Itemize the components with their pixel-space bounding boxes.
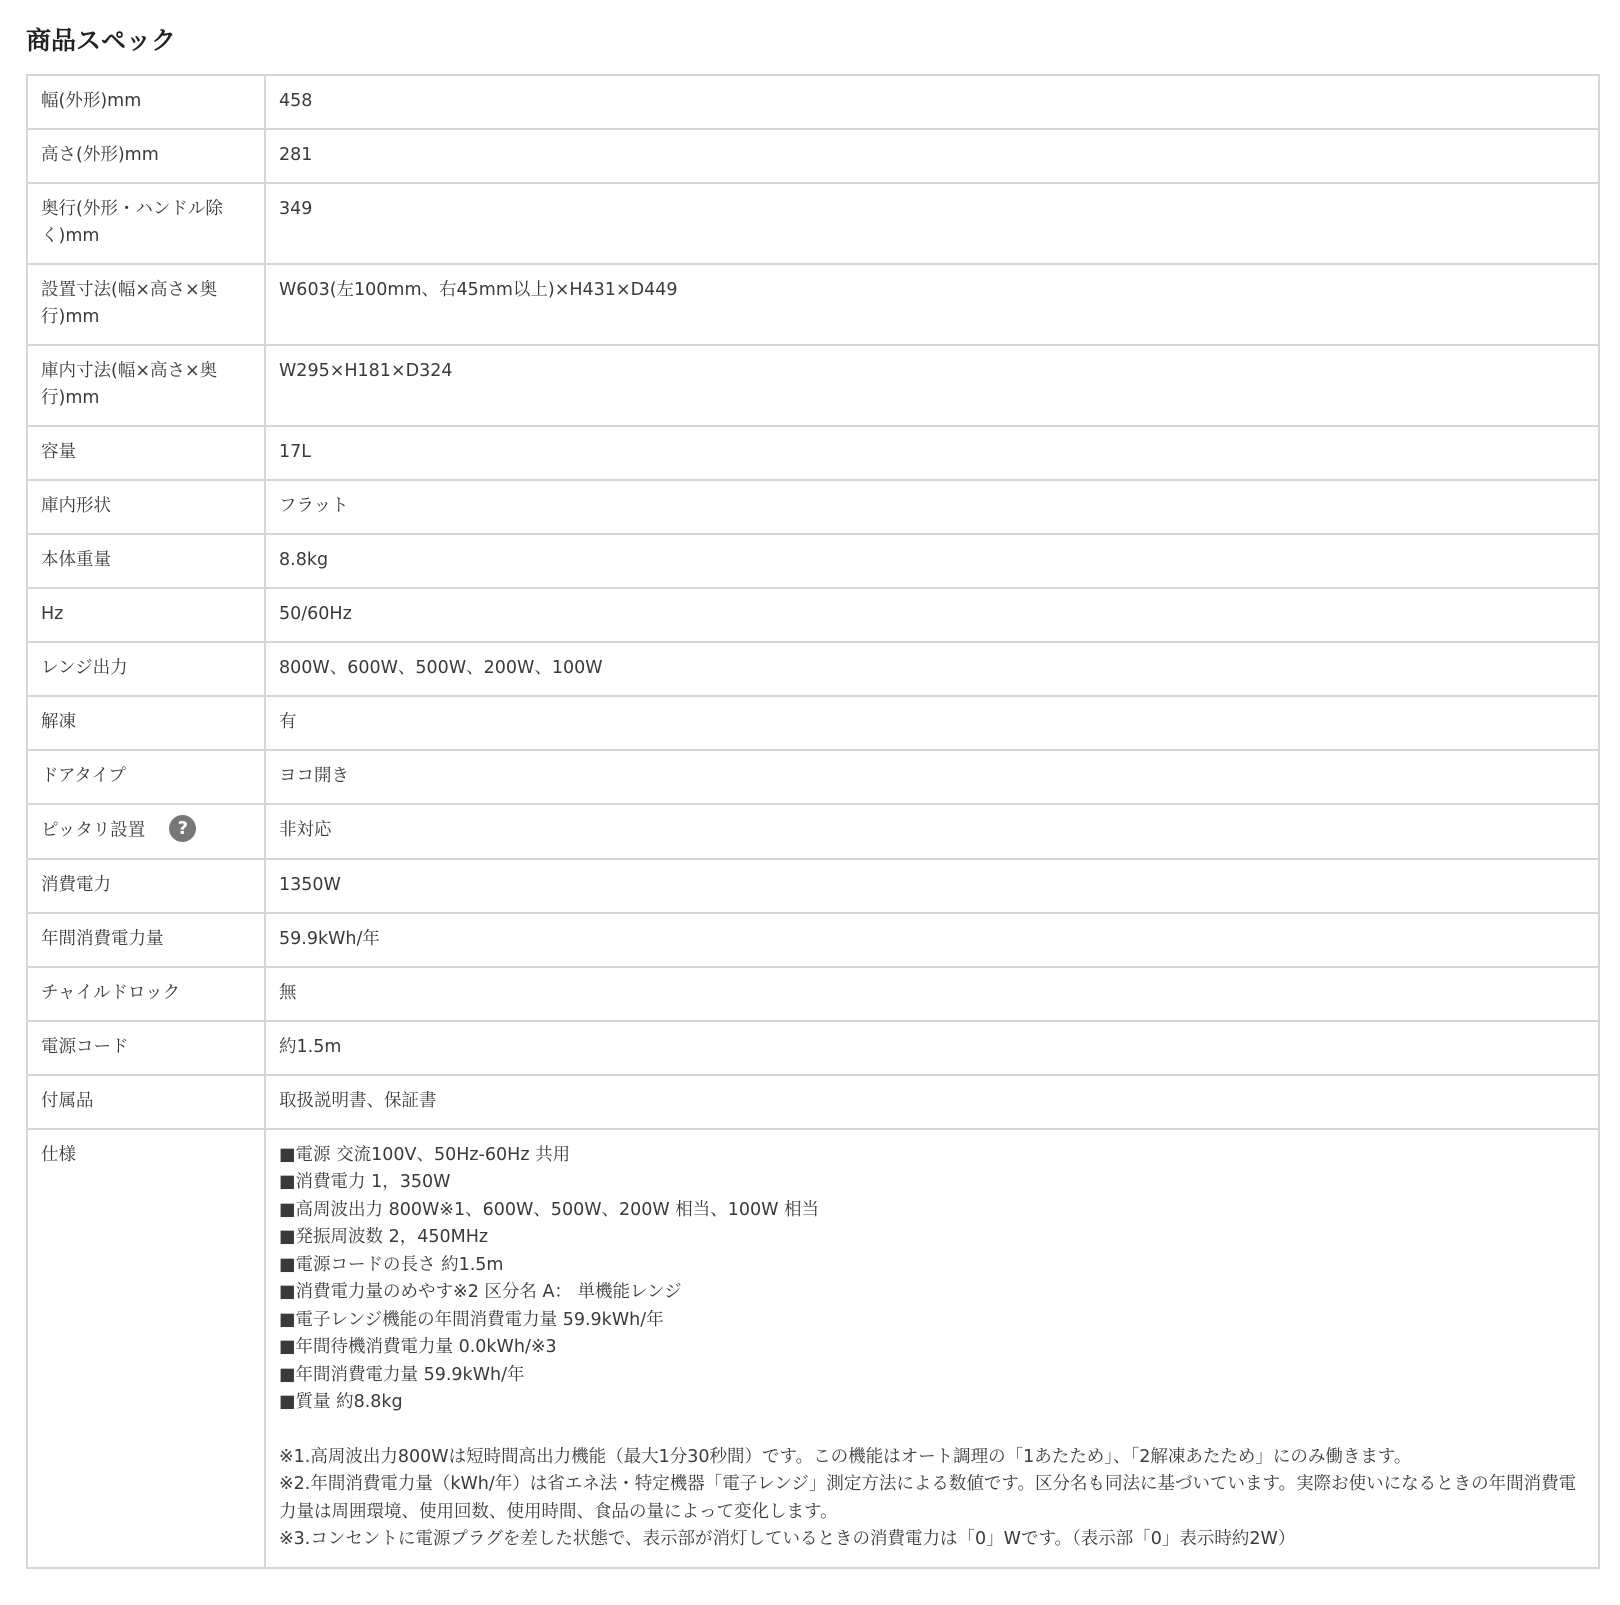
- spec-row: [27, 183, 1599, 264]
- spec-value: 17L: [279, 442, 312, 462]
- spec-value-cell: [265, 534, 1599, 588]
- spec-label: チャイルドロック: [41, 982, 181, 1003]
- spec-value-cell: [265, 588, 1599, 642]
- spec-list-item: ■電源 交流100V、50Hz-60Hz 共用: [279, 1144, 571, 1165]
- spec-label-cell: [27, 696, 265, 750]
- spec-value: 50/60Hz: [279, 604, 352, 624]
- spec-value: 無: [279, 982, 297, 1003]
- spec-value-cell: [265, 1021, 1599, 1075]
- spec-list-item: ■高周波出力 800W※1、600W、500W、200W 相当、100W 相当: [279, 1199, 820, 1220]
- spec-row: [27, 588, 1599, 642]
- spec-value: ヨコ開き: [279, 766, 349, 786]
- spec-value: 取扱説明書、保証書: [279, 1090, 437, 1111]
- spec-label-cell: [27, 967, 265, 1021]
- spec-value-cell: [265, 345, 1599, 426]
- spec-row: [27, 1021, 1599, 1075]
- spec-label-cell: [27, 859, 265, 913]
- spec-value-cell: [265, 642, 1599, 696]
- spec-row: [27, 426, 1599, 480]
- spec-label-cell: [27, 750, 265, 804]
- spec-label-cell: [27, 129, 265, 183]
- spec-label: ドアタイプ: [41, 766, 126, 786]
- spec-row: [27, 534, 1599, 588]
- spec-list-item: ■電源コードの長さ 約1.5m: [279, 1254, 504, 1275]
- spec-list-item: ■質量 約8.8kg: [279, 1392, 403, 1412]
- spec-label-cell: [27, 1129, 265, 1568]
- page-title: 商品スペック: [26, 26, 177, 55]
- spec-list-item: ■消費電力量のめやす※2 区分名 A： 単機能レンジ: [279, 1282, 682, 1302]
- spec-notes: [279, 1444, 1585, 1554]
- spec-label: 容量: [41, 442, 76, 462]
- spec-list-item: ■年間待機消費電力量 0.0kWh/※3: [279, 1337, 557, 1357]
- spec-list-item: ■電子レンジ機能の年間消費電力量 59.9kWh/年: [279, 1309, 664, 1330]
- spec-row: [27, 859, 1599, 913]
- spec-row: [27, 642, 1599, 696]
- spec-row: [27, 129, 1599, 183]
- spec-label: 高さ(外形)mm: [41, 145, 159, 165]
- spec-row: [27, 480, 1599, 534]
- spec-label: 解凍: [41, 712, 76, 732]
- spec-list-item: ■消費電力 1，350W: [279, 1172, 451, 1192]
- spec-label-cell: [27, 804, 265, 859]
- spec-value: 349: [279, 199, 313, 219]
- spec-label: 庫内形状: [41, 496, 111, 516]
- spec-label-cell: [27, 534, 265, 588]
- spec-label-cell: [27, 345, 265, 426]
- spec-label: 幅(外形)mm: [41, 91, 142, 111]
- spec-label: Hz: [41, 604, 64, 624]
- help-icon[interactable]: ?: [169, 815, 196, 842]
- spec-value-cell: [265, 129, 1599, 183]
- spec-label-cell: [27, 588, 265, 642]
- spec-label: 庫内寸法(幅×高さ×奥行)mm: [41, 361, 218, 408]
- spec-label-cell: [27, 183, 265, 264]
- spec-value: 800W、600W、500W、200W、100W: [279, 658, 603, 678]
- spec-label: ピッタリ設置: [41, 820, 146, 841]
- spec-row: [27, 1075, 1599, 1129]
- spec-row: [27, 913, 1599, 967]
- spec-label: 設置寸法(幅×高さ×奥行)mm: [41, 280, 218, 327]
- spec-row-details: [27, 1129, 1599, 1568]
- spec-value: 有: [279, 712, 297, 732]
- spec-value-cell: [265, 804, 1599, 859]
- spec-value: W295×H181×D324: [279, 361, 453, 381]
- spec-row: [27, 804, 1599, 859]
- spec-label: レンジ出力: [41, 658, 128, 678]
- spec-value-cell: [265, 264, 1599, 345]
- spec-label-cell: [27, 1021, 265, 1075]
- spec-value-cell: [265, 426, 1599, 480]
- spec-value: フラット: [279, 496, 349, 516]
- spec-value: 8.8kg: [279, 550, 329, 570]
- spec-label: 年間消費電力量: [41, 928, 164, 949]
- spec-label-cell: [27, 913, 265, 967]
- spec-value-cell: [265, 75, 1599, 129]
- spec-label-cell: [27, 426, 265, 480]
- spec-row: [27, 696, 1599, 750]
- spec-value-cell: [265, 696, 1599, 750]
- spec-row: [27, 750, 1599, 804]
- spec-row: [27, 967, 1599, 1021]
- spec-details-cell: [265, 1129, 1599, 1568]
- spec-label-cell: [27, 75, 265, 129]
- spec-value-cell: [265, 183, 1599, 264]
- spec-note: ※3.コンセントに電源プラグを差した状態で、表示部が消灯しているときの消費電力は「0」Wです。（表示部「0」表示時約2W）: [279, 1529, 1296, 1549]
- spec-label: 仕様: [41, 1144, 76, 1165]
- spec-note: ※1.高周波出力800Wは短時間高出力機能（最大1分30秒間）です。この機能はオート調理の「1あたため」、「2解凍あたため」にのみ働きます。: [279, 1446, 1412, 1467]
- spec-list-item: ■発振周波数 2，450MHz: [279, 1227, 489, 1247]
- spec-label: 電源コード: [41, 1036, 129, 1057]
- spec-row: [27, 345, 1599, 426]
- spec-label-cell: [27, 642, 265, 696]
- spec-value-cell: [265, 480, 1599, 534]
- spec-value: 281: [279, 145, 313, 165]
- spec-value: 1350W: [279, 874, 341, 895]
- spec-value: 約1.5m: [279, 1036, 342, 1057]
- spec-label: 奥行(外形・ハンドル除く)mm: [41, 199, 223, 246]
- spec-value: 非対応: [279, 820, 332, 840]
- spec-label-cell: [27, 1075, 265, 1129]
- spec-row: [27, 75, 1599, 129]
- spec-value-cell: [265, 967, 1599, 1021]
- spec-label: 付属品: [41, 1090, 94, 1111]
- spec-list-item: ■年間消費電力量 59.9kWh/年: [279, 1364, 525, 1385]
- spec-label: 消費電力: [41, 874, 111, 895]
- spec-value-cell: [265, 1075, 1599, 1129]
- spec-label: 本体重量: [41, 550, 111, 570]
- spec-list: [279, 1142, 1585, 1417]
- spec-note: ※2.年間消費電力量（kWh/年）は省エネ法・特定機器「電子レンジ」測定方法による数値です。区分名も同法に基づいています。実際お使いになるときの年間消費電力量は周囲環境、使用回数、使用時間、食品の量によって変化します。: [279, 1474, 1577, 1522]
- spec-value: W603(左100mm、右45mm以上)×H431×D449: [279, 280, 678, 300]
- spec-label-cell: [27, 264, 265, 345]
- spec-value-cell: [265, 913, 1599, 967]
- spec-label-cell: [27, 480, 265, 534]
- spec-value: 59.9kWh/年: [279, 928, 380, 949]
- spec-row: [27, 264, 1599, 345]
- spec-value: 458: [279, 91, 313, 111]
- spec-value-cell: [265, 750, 1599, 804]
- spec-value-cell: [265, 859, 1599, 913]
- spec-table: [26, 74, 1600, 1569]
